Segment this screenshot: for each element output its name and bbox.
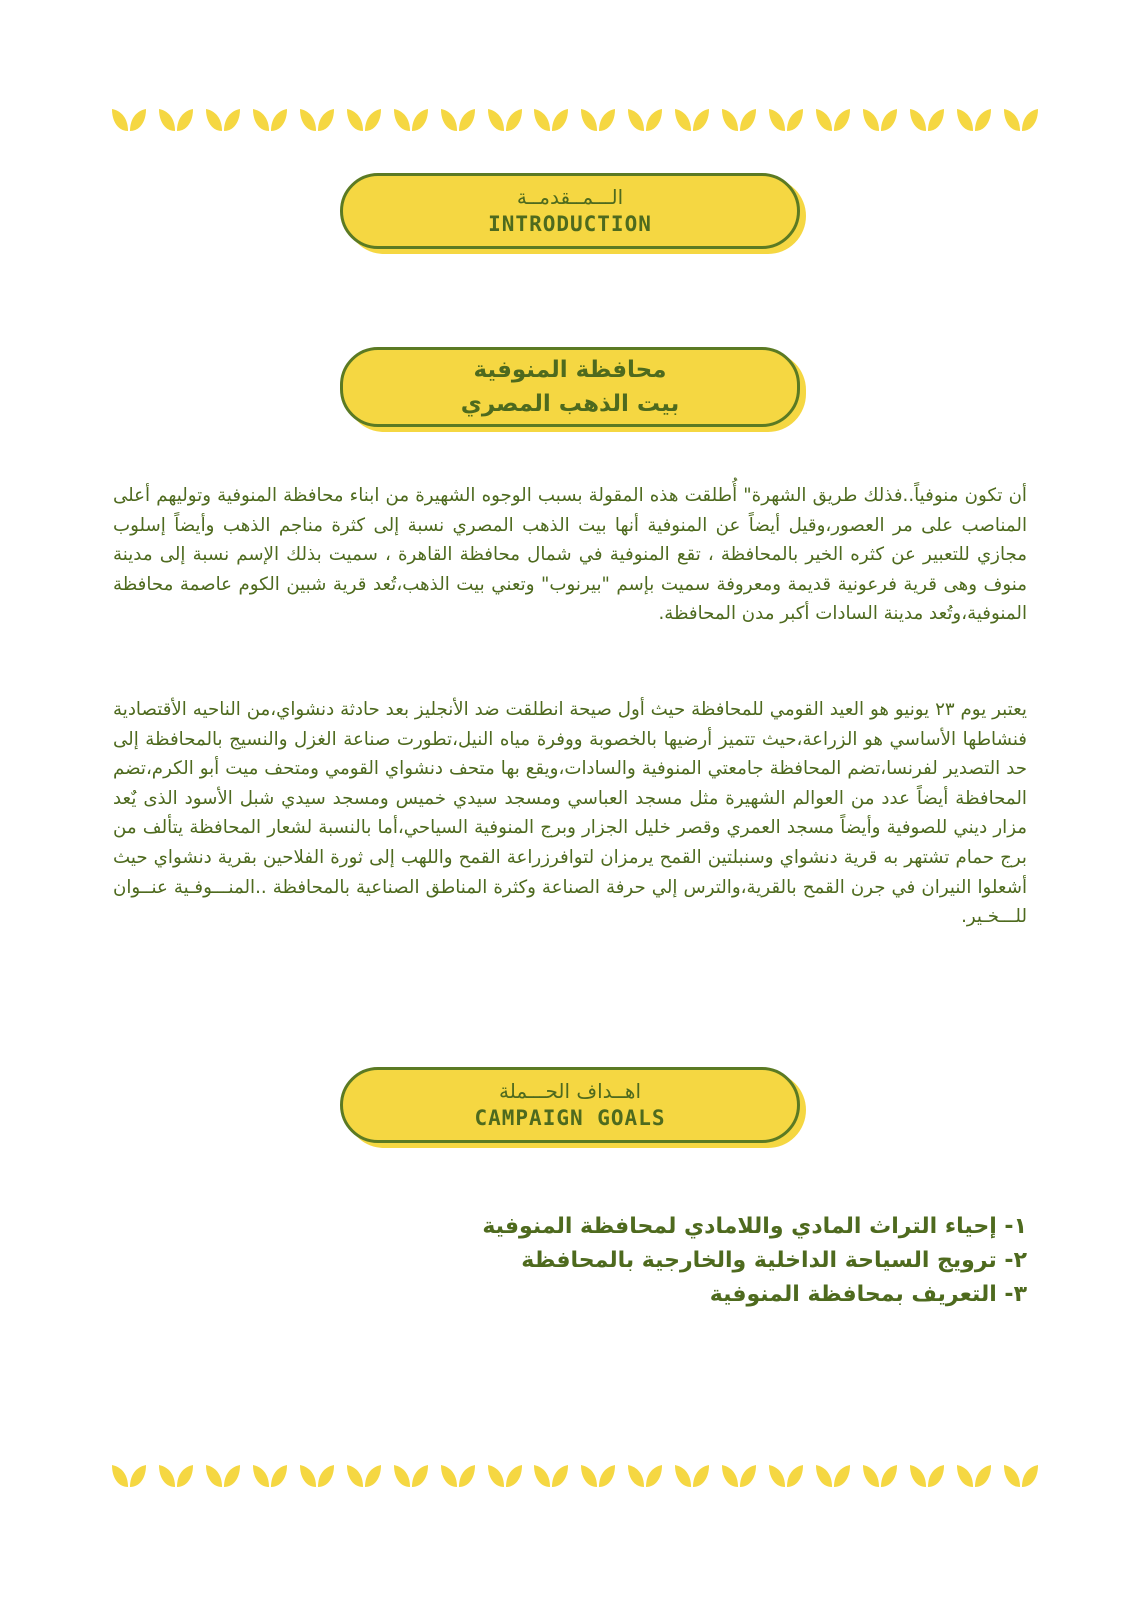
leaf-icon (440, 106, 476, 134)
leaf-icon (862, 1462, 898, 1490)
leaf-icon (299, 106, 335, 134)
leaf-icon (956, 106, 992, 134)
leaf-icon (346, 1462, 382, 1490)
introduction-heading (340, 173, 800, 249)
leaf-icon (768, 1462, 804, 1490)
leaf-icon (111, 106, 147, 134)
goal-item: ٣- التعريف بمحافظة المنوفية (709, 1282, 1027, 1307)
goals-title-ar: اهــداف الحـــملة (498, 1079, 641, 1103)
goal-item: ٢- ترويج السياحة الداخلية والخارجية بالمحافظة (521, 1248, 1027, 1273)
leaf-icon (158, 106, 194, 134)
leaf-icon (627, 1462, 663, 1490)
menofia-title-line1: محافظة المنوفية (473, 357, 667, 383)
leaf-icon (533, 1462, 569, 1490)
goal-item: ١- إحياء التراث المادي واللامادي لمحافظة المنوفية (482, 1214, 1027, 1239)
leaf-icon (674, 106, 710, 134)
intro-paragraph-1: أن تكون منوفياً..فذلك طريق الشهرة" أُطلقت هذه المقولة بسبب الوجوه الشهيرة من ابناء محافظة المنوفية وتوليهم أعلى المناصب على مر العصور،وقيل أيضاً عن المنوفية أنها بيت الذهب المصري نسبة إلى كثرة مناجم الذهب وأيضاً إسلوب مجازي للتعبير عن كثره الخير بالمحافظة ، تقع المنوفية في شمال محافظة القاهرة ، سميت بذلك الإسم نسبة إلى مدينة منوف وهى قرية فرعونية قديمة ومعروفة سميت بإسم "بيرنوب" وتعني بيت الذهب،تُعد قرية شبين الكوم عاصمة محافظة المنوفية،وتُعد مدينة السادات أكبر مدن المحافظة. (113, 485, 1027, 625)
leaf-icon (205, 106, 241, 134)
leaf-icon (252, 106, 288, 134)
leaf-icon (862, 106, 898, 134)
leaf-icon (815, 106, 851, 134)
introduction-title-ar: الـــمــقدمــة (516, 185, 624, 209)
leaf-icon (1003, 106, 1039, 134)
leaf-icon (393, 106, 429, 134)
campaign-goals-heading (340, 1067, 800, 1143)
leaf-icon (487, 1462, 523, 1490)
leaf-icon (909, 106, 945, 134)
goals-title-en: CAMPAIGN GOALS (474, 1106, 666, 1130)
leaf-icon (299, 1462, 335, 1490)
leaf-icon (533, 106, 569, 134)
bottom-leaf-border (111, 1462, 1039, 1498)
leaf-icon (252, 1462, 288, 1490)
leaf-icon (205, 1462, 241, 1490)
leaf-icon (627, 106, 663, 134)
leaf-icon (346, 106, 382, 134)
leaf-icon (440, 1462, 476, 1490)
leaf-icon (487, 106, 523, 134)
leaf-icon (111, 1462, 147, 1490)
menofia-heading (340, 347, 800, 427)
leaf-icon (768, 106, 804, 134)
leaf-icon (393, 1462, 429, 1490)
leaf-icon (956, 1462, 992, 1490)
introduction-title-en: INTRODUCTION (488, 212, 652, 236)
intro-paragraph-2: يعتبر يوم ٢٣ يونيو هو العيد القومي للمحافظة حيث أول صيحة انطلقت ضد الأنجليز بعد حادثة دنشواي،من الناحيه الأقتصادية فنشاطها الأساسي هو الزراعة،حيث تتميز أرضيها بالخصوبة ووفرة مياه النيل،تطورت صناعة الغزل والنسيج بالمحافظة إلى حد التصدير لفرنسا،تضم المحافظة جامعتي المنوفية والسادات،ويقع بها متحف دنشواي القومي ومتحف ميت أبو الكرم،تضم المحافظة أيضاً عدد من العوالم الشهيرة مثل مسجد العباسي ومسجد سيدي خميس ومسجد سيدي شبل الأسود الذى يٌعد مزار ديني للصوفية وأيضاً مسجد العمري وقصر خليل الجزار وبرج المنوفية السياحي،أما بالنسبة لشعار المحافظة يتألف من برج حمام تشتهر به قرية دنشواي وسنبلتين القمح يرمزان لتوافرزراعة القمح واللهب إلى ثورة الفلاحين بقرية دنشواي حيث أشعلوا النيران في جرن القمح بالقرية،والترس إلي حرفة الصناعة وكثرة المناطق الصناعية بالمحافظة ..المنـــوفـية عنــوان للـــخـير. (113, 699, 1027, 928)
menofia-title-line2: بيت الذهب المصري (460, 391, 680, 417)
leaf-icon (815, 1462, 851, 1490)
leaf-icon (909, 1462, 945, 1490)
leaf-icon (580, 106, 616, 134)
leaf-icon (674, 1462, 710, 1490)
leaf-icon (580, 1462, 616, 1490)
leaf-icon (721, 1462, 757, 1490)
leaf-icon (158, 1462, 194, 1490)
goals-list (400, 1210, 1027, 1312)
top-leaf-border (111, 106, 1039, 142)
leaf-icon (1003, 1462, 1039, 1490)
leaf-icon (721, 106, 757, 134)
